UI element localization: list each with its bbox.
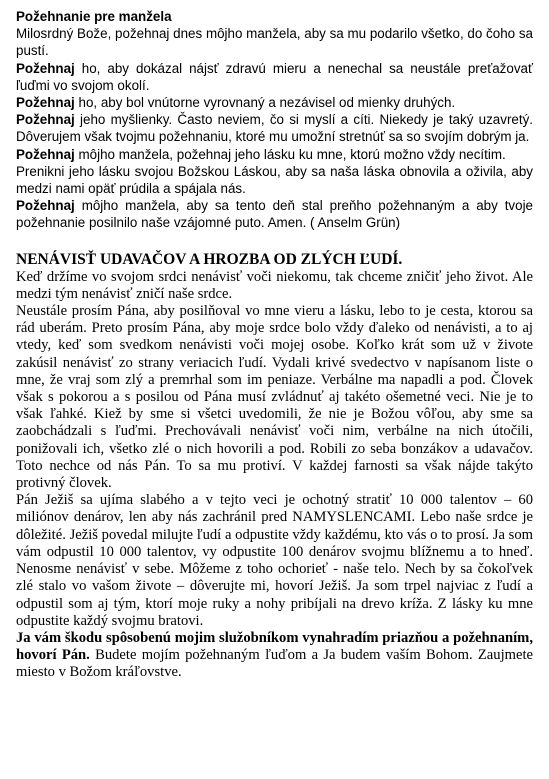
prayer-paragraph-5 [16,146,533,163]
article-paragraph-3: Pán Ježiš sa ujíma slabého a v tejto veci je ochotný stratiť 10 000 talentov – 60 miliónov denárov, len aby nás zachránil pred NAMYSLENCAMI. Lebo naše srdce je dôležité. Ježiš povedal milujte ľudí a odpustite vždy každému, kto vás o to prosí. Ja som vám odpustil 10 000 talentov, vy odpustite 100 denárov svojmu blížnemu a to hneď. Nenosme nenávisť v sebe. Môžeme z toho ochorieť - naše telo. Nech by sa čokoľvek zlé stalo vo vašom živote – dôverujte mi, hovorí Ježiš. Ja som trpel najviac z ľudí a odpustil som aj tým, ktorí moje ruky a nohy pribíjali na drevo kríža. Z lásky ku mne odpustite každý svojmu bratovi. [16,492,533,629]
paragraph-text: ho, aby bol vnútorne vyrovnaný a nezávisel od mienky druhých. [74,95,456,111]
prayer-paragraph-2 [16,60,533,94]
paragraph-text: jeho myšlienky. Často neviem, čo si myslí a cíti. Niekedy je taký uzavretý. Dôverujem však tvojmu požehnaniu, ktoré mu umožní stretnúť sa so svojím dobrým ja. [16,112,533,145]
article-paragraph-2: Neustále prosím Pána, aby posilňoval vo mne vieru a lásku, lebo to je cesta, ktorou sa rád uberám. Preto prosím Pána, aby moje srdce bolo vždy ďaleko od nenávisti, a to aj vtedy, keď som svedkom nenávisti voči mojej osobe. Koľko krát som už v živote zakúsil nenávisť zo strany veriacich ľudí. Vydali krivé svedectvo v napísanom liste o mne, že vraj som zlý a premrhal som im peniaze. Verbálne ma napadli a pod. Človek však s pokorou a s posilou od Pána musí zvládnuť aj takéto ošemetné veci. Nie je to však ľahké. Kiež by sme si všetci uvedomili, že nie je Božou vôľou, aby sme sa zaobchádzali s ľuďmi. Prechovávali nenávisť voči nim, verbálne na nich útočili, ponižovali ich, všetko zlé o nich hovorili a pod. Robili zo seba bonzákov a udavačov. Toto nechce od nás Pán. To sa mu protiví. V každej farnosti sa však nájde takýto protivný človek. [16,303,533,492]
prayer-paragraph-4 [16,111,533,145]
paragraph-text: môjho manžela, požehnaj jeho lásku ku mne, ktorú možno vždy necítim. [74,146,506,162]
prayer-paragraph-6: Preniknі jeho lásku svojou Božskou Láskou, aby sa naša láska obnovila a oživila, aby medzi nami opäť prúdila a spájala nás. [16,163,533,197]
prayer-paragraph-3 [16,94,533,111]
bless-word: Požehnaj [16,112,75,128]
prayer-title: Požehnanie pre manžela [16,9,172,24]
article-heading: NENÁVISŤ UDAVAČOV A HROZBA OD ZLÝCH ĽUDÍ. [16,250,403,268]
section-spacer [16,232,533,249]
bless-word: Požehnaj [16,60,75,76]
article-paragraph-1: Keď držíme vo svojom srdci nenávisť voči niekomu, tak chceme zničiť jeho život. Ale medzi tým nenávisť zničí naše srdce. [16,268,533,302]
bless-word: Požehnaj [16,95,75,111]
paragraph-text: ho, aby dokázal nájsť zdravú mieru a nenechal sa neustále preťažovať ľuďmi vo svojom okolí. [16,60,533,93]
article-paragraph-4 [16,630,533,682]
prayer-section [16,8,533,232]
prayer-line-1: Milosrdný Bože, požehnaj dnes môjho manžela, aby sa mu podarilo všetko, do čoho sa pustí. [16,26,533,59]
paragraph-text: Budete mojím požehnaným ľuďom a Ja budem vaším Bohom. Zaujmete miesto v Božom kráľovstve. [16,647,533,681]
bold-statement: Ja vám škodu spôsobenú mojim služobníkom vynahradím priazňou a požehnaním, hovorí Pán. [16,629,533,664]
bless-word: Požehnaj [16,146,75,162]
bless-word: Požehnaj [16,198,75,214]
paragraph-text: môjho manžela, aby sa tento deň stal preňho požehnaným a aby tvoje požehnanie posilnilo naše vzájomné puto. Amen. ( Anselm Grün) [16,198,533,231]
article-section [16,251,533,682]
prayer-paragraph-7 [16,197,533,231]
